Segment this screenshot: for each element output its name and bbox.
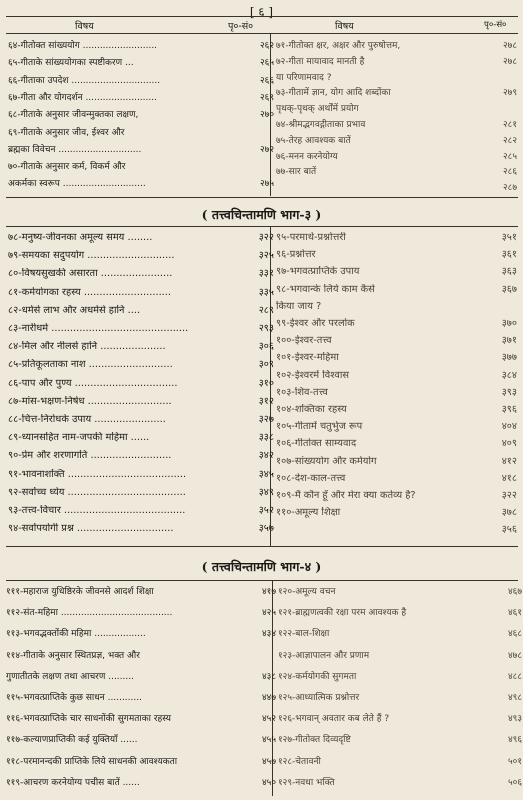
toc-entry-page-number: ३७८ [501, 507, 517, 519]
toc-entry-title: १२८-चेतावनी [278, 756, 321, 767]
toc-entry-title: ७४-श्रीमद्भगवद्गीताका प्रभाव [276, 120, 366, 130]
toc-entry-title: ८९-ध्यानसहित नाम-जपकी महिमा ...... [8, 432, 150, 444]
toc-entry-page-number: ३२२ [258, 232, 274, 243]
toc-entry-title: ७६-मनन करनेयोग्य [276, 151, 338, 162]
toc-entry-title: ७०-गीताके अनुसार कर्म, विकर्म और [8, 162, 126, 173]
toc-entry-page-number: ४६१ [507, 608, 522, 619]
toc-entry-title: ८४-मिल और नीलसे हानि ..................... [8, 341, 166, 353]
toc-entry-page-number: २६६ [259, 75, 274, 86]
toc-entry-page-number: ३१० [258, 377, 274, 389]
toc-entry-title: ८८-चित्त-निरोधके उपाय ....................... [8, 414, 166, 425]
column-header-page-right: पृ०-सं० [484, 20, 507, 30]
toc-entry-page-number: ३३८ [258, 432, 274, 444]
toc-entry-title: ६४-गीतोक्त सांख्ययोग .......................... [8, 41, 158, 51]
toc-entry-page-number: ४२५ [261, 608, 276, 619]
toc-entry-page-number: ४३८ [261, 671, 276, 682]
toc-entry-title: ब्रह्मका विवेचन ............................. [8, 144, 142, 155]
toc-entry-page-number: ३६३ [501, 266, 517, 278]
toc-entry-page-number: ३७७ [501, 352, 517, 364]
toc-entry-page-number: ४९८ [507, 693, 522, 703]
toc-entry-page-number: ४०४ [501, 421, 517, 433]
toc-entry-page-number: ४३४ [261, 629, 276, 640]
toc-entry-title: ११३-भगवद्भक्तोंकी महिमा .................. [6, 629, 146, 640]
toc-entry-title: किया जाय ? [276, 300, 322, 312]
toc-entry-page-number: ३९३ [501, 386, 517, 398]
toc-entry-page-number: २७८ [502, 41, 517, 51]
toc-entry-title: पृथक्-पृथक् अर्थोंमें प्रयोग [276, 104, 359, 115]
toc-entry-title: १२१-ब्राह्मणत्वकी रक्षा परम आवश्यक है [278, 608, 407, 619]
toc-entry-title: ६७-गीता और योगदर्शन ......................... [8, 92, 157, 103]
toc-entry-title: ११५-भगवत्प्राप्तिके कुछ साधन ............ [6, 693, 142, 703]
toc-entry-page-number: ३०९ [258, 359, 274, 371]
section3-top-rule [6, 226, 518, 227]
toc-entry-page-number: ४१८ [501, 472, 517, 484]
toc-entry-title: ६५-गीताके सांख्ययोगका स्पष्टीकरण ... [8, 58, 134, 69]
top-table-bottom-rule [6, 197, 518, 198]
toc-entry-title: ९१-भावनाशक्ति ...................................... [8, 468, 187, 480]
toc-entry-title: १०१-ईश्वर-महिमा [276, 352, 339, 364]
toc-entry-page-number: ४५२ [261, 714, 276, 725]
toc-entry-page-number: ३२५ [258, 250, 274, 262]
toc-entry-title: ११७-कल्याणप्राप्तिकी कई युक्तियाँ ...... [6, 735, 138, 746]
toc-entry-page-number: २८७ [502, 183, 517, 194]
toc-entry-title: १०८-देश-काल-तत्त्व [276, 472, 346, 484]
toc-entry-page-number: ३९६ [501, 404, 517, 415]
section3-bottom-rule [6, 546, 518, 547]
page-number: [ ६ ] [249, 5, 274, 19]
toc-entry-page-number: ३६१ [501, 249, 517, 261]
toc-entry-title: ९८-भगवान्के लिये काम कैसे [276, 283, 375, 295]
toc-entry-page-number: ४९३ [507, 714, 522, 725]
toc-entry-page-number: ३२२ [501, 490, 517, 501]
toc-entry-page-number: ४१७ [261, 587, 276, 597]
toc-entry-page-number: ३७० [501, 318, 517, 329]
toc-entry-page-number: ४०९ [501, 438, 517, 450]
toc-entry-page-number: २८२ [502, 135, 517, 146]
toc-entry-page-number: ४८८ [507, 671, 522, 682]
toc-entry-title: १०२-ईश्वरमें विश्वास [276, 369, 349, 381]
toc-entry-page-number: २७५ [259, 179, 274, 190]
toc-entry-title: ९३-तत्त्व-विचार ....................................... [8, 505, 186, 516]
toc-entry-page-number: २७९ [502, 88, 517, 99]
toc-entry-title: ८२-धर्मसे लाभ और अधर्मसे हानि .... [8, 304, 141, 316]
toc-entry-page-number: ३४२ [258, 450, 274, 462]
toc-entry-title: १११-महाराज युधिष्ठिरके जीवनसे आदर्श शिक्षा [6, 587, 154, 597]
toc-entry-title: ८७-मांस-भक्षण-निषेध ........................... [8, 395, 172, 407]
toc-entry-page-number: २८५ [502, 151, 517, 162]
toc-entry-page-number: ३६७ [501, 283, 517, 295]
header-rule [6, 33, 518, 34]
toc-entry-page-number: ३८४ [501, 369, 517, 381]
toc-entry-page-number: ३७१ [501, 335, 517, 347]
toc-entry-title: ११४-गीताके अनुसार स्थितप्रज्ञ, भक्त और [6, 650, 140, 661]
column-header-page-left: पृ०-सं० [228, 21, 254, 32]
toc-entry-title: १२७-गीतोक्त दिव्यदृष्टि [278, 735, 351, 746]
toc-entry-title: अकर्मका स्वरूप ............................. [8, 179, 146, 190]
toc-entry-title: ७१-गीतोक्त क्षर, अक्षर और पुरुषोत्तम, [276, 41, 401, 51]
toc-entry-page-number: ४४७ [261, 693, 276, 703]
section-title-part-4: ( तत्त्वचिन्तामणि भाग-४ ) [201, 559, 322, 574]
toc-entry-title: १००-ईश्वर-तत्त्व [276, 335, 332, 347]
toc-entry-title: ६६-गीताका उपदेश ............................... [8, 75, 161, 86]
toc-entry-page-number: ३३५ [258, 286, 274, 298]
toc-entry-page-number: ३५२ [258, 505, 274, 516]
toc-entry-page-number: ४९६ [507, 735, 522, 746]
toc-entry-title: १०७-सांख्ययोग और कर्मयोग [276, 455, 377, 467]
toc-entry-page-number: ३३१ [258, 268, 274, 280]
toc-entry-page-number: ३५६ [501, 524, 517, 536]
toc-entry-title: १२३-आज्ञापालन और प्रणाम [278, 650, 370, 661]
toc-entry-title: ७५-तेरह आवश्यक बातें [276, 135, 351, 146]
toc-entry-title: ११९-आचरण करनेयोग्य पचीस बातें ...... [6, 777, 140, 788]
toc-entry-page-number: ४५७ [261, 756, 276, 767]
toc-entry-page-number: २७८ [502, 56, 517, 67]
toc-entry-page-number: २८६ [502, 167, 517, 178]
toc-entry-page-number: ३४९ [258, 486, 274, 498]
toc-entry-title: ८३-नारीधर्म ............................................ [8, 323, 189, 334]
toc-entry-title: ९०-प्रेम और शरणागति .......................... [8, 450, 172, 462]
toc-entry-title: ८५-प्रतिकूलताका नाश ........................... [8, 359, 173, 371]
toc-entry-page-number: २८९ [258, 304, 274, 316]
section4-top-rule [6, 580, 518, 581]
toc-entry-title: ७७-सार बातें [276, 167, 317, 178]
toc-entry-page-number: २६५ [259, 58, 274, 69]
toc-entry-title: १०९-मैं कौन हूँ और मेरा क्या कर्तव्य है? [276, 490, 416, 501]
toc-entry-title: १०६-गीतोक्त साम्यवाद [276, 438, 357, 450]
toc-entry-title: १२२-बाल-शिक्षा [278, 629, 330, 640]
toc-entry-page-number: ३१२ [258, 395, 274, 407]
toc-entry-page-number: ४५५ [261, 735, 276, 746]
toc-entry-title: ७८-मनुष्य-जीवनका अमूल्य समय ........ [8, 232, 153, 243]
toc-entry-title: ७९-समयका सदुपयोग ............................ [8, 250, 175, 262]
toc-entry-title: ९२-सर्वोच्च ध्येय ...................................... [8, 486, 186, 498]
toc-entry-title: ११६-भगवत्प्राप्तिके चार साधनोंकी सुगमताका रहस्य [6, 714, 172, 725]
toc-entry-title: ११२-संत-महिमा ....................................... [6, 608, 173, 619]
toc-entry-page-number: ४६७ [507, 587, 522, 597]
toc-entry-title: १०४-शक्तिका रहस्य [276, 404, 347, 415]
toc-entry-page-number: ५०६ [507, 777, 522, 788]
toc-entry-title: १०३-शिव-तत्त्व [276, 386, 328, 398]
top-table-rule [6, 16, 518, 17]
toc-entry-title: १२६-भगवान् अवतार कब लेते हैं ? [278, 714, 390, 725]
toc-entry-title: ९६-प्रश्नोत्तर [276, 249, 316, 261]
toc-entry-title: ११८-परमानन्दकी प्राप्तिके लिये साधनकी आवश्यकता [6, 756, 178, 767]
toc-entry-page-number: २८१ [502, 120, 517, 130]
toc-entry-title: गुणातीतके लक्षण तथा आचरण ......... [6, 671, 134, 682]
toc-entry-title: ९९-ईश्वर और परलोक [276, 318, 355, 329]
toc-entry-page-number: ३२७ [258, 414, 274, 425]
toc-entry-title: या परिणामवाद ? [276, 72, 332, 83]
toc-entry-page-number: ३४५ [258, 468, 274, 480]
toc-entry-title: ७२-गीता मायावाद मानती है [276, 56, 365, 67]
toc-entry-page-number: २६९ [259, 92, 274, 103]
toc-entry-title: १२५-आध्यात्मिक प्रश्नोत्तर [278, 693, 360, 703]
toc-entry-title: १२४-कर्मयोगकी सुगमता [278, 671, 357, 682]
toc-entry-page-number: २७० [259, 110, 274, 121]
section-title-part-3: ( तत्त्वचिन्तामणि भाग-३ ) [201, 207, 322, 222]
toc-entry-page-number: ४५० [261, 777, 276, 788]
toc-entry-title: ९७-भगवत्प्राप्तिके उपाय [276, 266, 360, 278]
toc-entry-page-number: ३०६ [258, 341, 274, 353]
toc-entry-page-number: ४१२ [501, 455, 517, 467]
toc-entry-title: ९४-सर्वोपयोगी प्रश्न ............................... [8, 523, 174, 535]
toc-entry-page-number: ५०१ [507, 756, 522, 767]
column-header-subject-left: विषय [75, 21, 94, 32]
toc-entry-title: १२०-अमूल्य वचन [278, 587, 336, 597]
toc-entry-title: ८१-कर्मयोगका रहस्य ............................ [8, 286, 172, 298]
column-header-subject-right: विषय [335, 21, 354, 32]
toc-entry-page-number: ३५७ [258, 523, 274, 535]
toc-entry-page-number: ४७८ [507, 650, 522, 661]
toc-entry-title: ६९-गीताके अनुसार जीव, ईश्वर और [8, 127, 125, 138]
toc-entry-title: ८६-पाप और पुण्य ................................. [8, 377, 178, 389]
toc-entry-page-number: २९३ [258, 323, 274, 334]
toc-entry-page-number: २७२ [259, 144, 274, 155]
toc-entry-title: ८०-विषयसुखकी असारता ....................... [8, 268, 173, 280]
toc-entry-page-number: ३५१ [501, 232, 517, 243]
toc-entry-title: १२९-नवधा भक्ति [278, 777, 335, 788]
toc-entry-page-number: ४६८ [507, 629, 522, 640]
toc-entry-page-number: २६२ [259, 41, 274, 51]
toc-entry-title: ११०-अमूल्य शिक्षा [276, 507, 341, 519]
toc-entry-title: १०५-गीतामें चतुर्भुज रूप [276, 421, 363, 433]
toc-entry-title: ६८-गीताके अनुसार जीवन्मुक्तका लक्षण, [8, 110, 139, 121]
toc-entry-title: ९५-परमार्थ-प्रश्नोत्तरी [276, 232, 346, 243]
toc-entry-title: ७३-गीतामें ज्ञान, योग आदि शब्दोंका [276, 88, 391, 99]
